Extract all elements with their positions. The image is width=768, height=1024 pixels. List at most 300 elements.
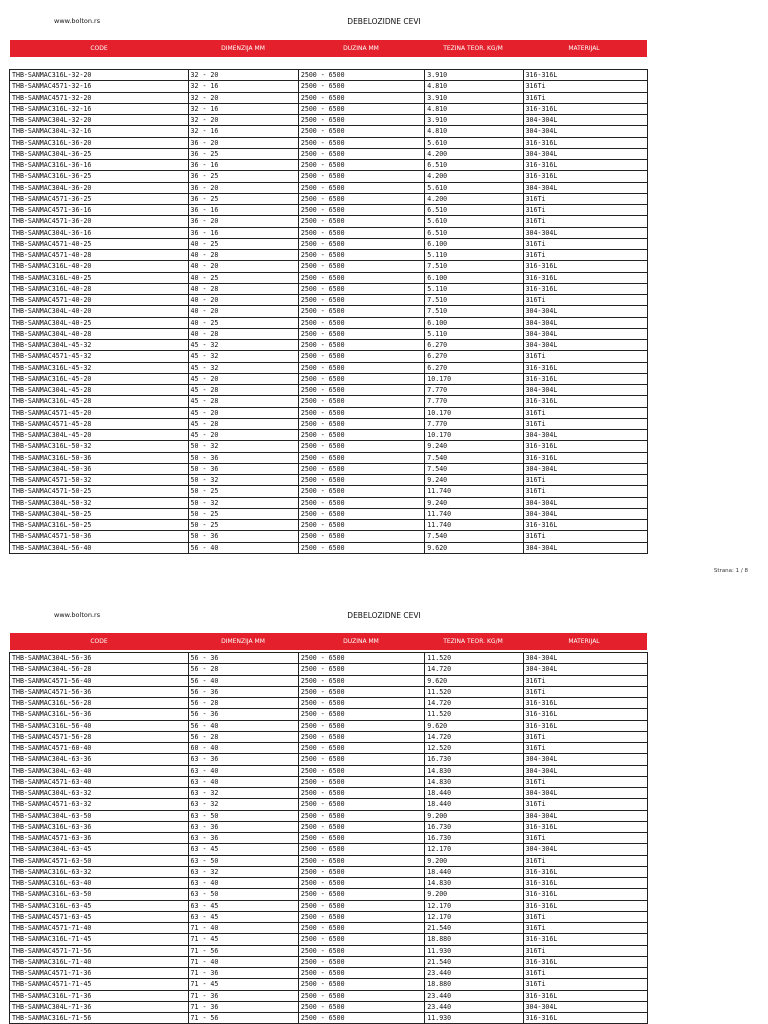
cell-length: 2500 - 6500 xyxy=(298,295,424,306)
cell-weight: 7.770 xyxy=(425,396,523,407)
cell-material: 316-316L xyxy=(523,990,647,1001)
table-row xyxy=(10,407,648,418)
header-length: DUZINA MM xyxy=(343,45,379,52)
table-header xyxy=(10,633,647,650)
cell-material: 316-316L xyxy=(523,520,647,531)
cell-code: THB-SANMAC304L-63-40 xyxy=(10,765,189,776)
cell-code: THB-SANMAC4571-71-45 xyxy=(10,979,189,990)
cell-dimension: 36 - 25 xyxy=(188,193,298,204)
cell-code: THB-SANMAC4571-50-36 xyxy=(10,531,189,542)
cell-material: 316-316L xyxy=(523,441,647,452)
cell-weight: 23.440 xyxy=(425,990,523,1001)
cell-material: 316Ti xyxy=(523,351,647,362)
cell-dimension: 45 - 20 xyxy=(188,407,298,418)
cell-code: THB-SANMAC316L-63-36 xyxy=(10,821,189,832)
cell-weight: 11.740 xyxy=(425,508,523,519)
cell-length: 2500 - 6500 xyxy=(298,261,424,272)
table-row xyxy=(10,664,648,675)
cell-weight: 4.810 xyxy=(425,103,523,114)
cell-dimension: 36 - 16 xyxy=(188,227,298,238)
cell-weight: 9.240 xyxy=(425,475,523,486)
cell-weight: 3.910 xyxy=(425,70,523,81)
cell-dimension: 71 - 40 xyxy=(188,923,298,934)
cell-code: THB-SANMAC316L-63-40 xyxy=(10,878,189,889)
cell-material: 316-316L xyxy=(523,70,647,81)
cell-code: THB-SANMAC4571-50-25 xyxy=(10,486,189,497)
cell-code: THB-SANMAC304L-45-28 xyxy=(10,385,189,396)
table-row xyxy=(10,92,648,103)
cell-material: 316-316L xyxy=(523,452,647,463)
cell-length: 2500 - 6500 xyxy=(298,70,424,81)
cell-code: THB-SANMAC304L-56-28 xyxy=(10,664,189,675)
cell-weight: 7.510 xyxy=(425,306,523,317)
table-row xyxy=(10,889,648,900)
cell-dimension: 56 - 36 xyxy=(188,653,298,664)
cell-length: 2500 - 6500 xyxy=(298,430,424,441)
cell-material: 316Ti xyxy=(523,475,647,486)
table-row xyxy=(10,463,648,474)
table-row xyxy=(10,990,648,1001)
cell-dimension: 56 - 28 xyxy=(188,664,298,675)
cell-weight: 6.100 xyxy=(425,272,523,283)
cell-code: THB-SANMAC304L-63-45 xyxy=(10,844,189,855)
cell-dimension: 50 - 36 xyxy=(188,463,298,474)
cell-material: 316Ti xyxy=(523,743,647,754)
cell-dimension: 40 - 25 xyxy=(188,317,298,328)
cell-material: 316Ti xyxy=(523,486,647,497)
cell-material: 304-304L xyxy=(523,340,647,351)
cell-length: 2500 - 6500 xyxy=(298,866,424,877)
cell-length: 2500 - 6500 xyxy=(298,115,424,126)
cell-material: 316-316L xyxy=(523,866,647,877)
cell-code: THB-SANMAC4571-71-36 xyxy=(10,968,189,979)
cell-dimension: 63 - 36 xyxy=(188,821,298,832)
cell-weight: 5.110 xyxy=(425,328,523,339)
cell-dimension: 40 - 28 xyxy=(188,328,298,339)
cell-code: THB-SANMAC4571-32-20 xyxy=(10,92,189,103)
cell-dimension: 40 - 20 xyxy=(188,261,298,272)
cell-length: 2500 - 6500 xyxy=(298,911,424,922)
table-row xyxy=(10,362,648,373)
cell-code: THB-SANMAC316L-40-20 xyxy=(10,261,189,272)
cell-length: 2500 - 6500 xyxy=(298,137,424,148)
cell-weight: 4.200 xyxy=(425,148,523,159)
cell-weight: 21.540 xyxy=(425,956,523,967)
cell-code: THB-SANMAC304L-71-36 xyxy=(10,1001,189,1012)
cell-dimension: 50 - 36 xyxy=(188,452,298,463)
cell-length: 2500 - 6500 xyxy=(298,709,424,720)
cell-code: THB-SANMAC316L-45-28 xyxy=(10,396,189,407)
table-row xyxy=(10,171,648,182)
table-row xyxy=(10,720,648,731)
header-dimension: DIMENZIJA MM xyxy=(221,45,265,52)
cell-material: 316Ti xyxy=(523,205,647,216)
cell-code: THB-SANMAC316L-45-20 xyxy=(10,373,189,384)
cell-material: 316Ti xyxy=(523,686,647,697)
table-row xyxy=(10,385,648,396)
cell-dimension: 71 - 36 xyxy=(188,968,298,979)
cell-length: 2500 - 6500 xyxy=(298,765,424,776)
site-url: www.bolton.rs xyxy=(54,611,101,619)
table-row xyxy=(10,731,648,742)
cell-dimension: 71 - 56 xyxy=(188,945,298,956)
cell-material: 316Ti xyxy=(523,776,647,787)
cell-material: 316-316L xyxy=(523,373,647,384)
cell-code: THB-SANMAC4571-71-56 xyxy=(10,945,189,956)
cell-code: THB-SANMAC4571-32-16 xyxy=(10,81,189,92)
table-row xyxy=(10,126,648,137)
cell-length: 2500 - 6500 xyxy=(298,675,424,686)
cell-length: 2500 - 6500 xyxy=(298,844,424,855)
table-row xyxy=(10,272,648,283)
table-row xyxy=(10,351,648,362)
table-row xyxy=(10,283,648,294)
cell-length: 2500 - 6500 xyxy=(298,833,424,844)
cell-length: 2500 - 6500 xyxy=(298,475,424,486)
cell-code: THB-SANMAC4571-63-32 xyxy=(10,799,189,810)
cell-material: 304-304L xyxy=(523,497,647,508)
cell-dimension: 40 - 25 xyxy=(188,272,298,283)
cell-dimension: 63 - 32 xyxy=(188,799,298,810)
cell-dimension: 36 - 20 xyxy=(188,216,298,227)
cell-weight: 9.200 xyxy=(425,889,523,900)
table-row xyxy=(10,1001,648,1012)
cell-length: 2500 - 6500 xyxy=(298,542,424,553)
cell-weight: 3.910 xyxy=(425,92,523,103)
table-row xyxy=(10,1013,648,1024)
table-row xyxy=(10,373,648,384)
table-row xyxy=(10,531,648,542)
table-row xyxy=(10,103,648,114)
cell-dimension: 71 - 56 xyxy=(188,1013,298,1024)
cell-code: THB-SANMAC304L-45-20 xyxy=(10,430,189,441)
cell-material: 316-316L xyxy=(523,362,647,373)
cell-weight: 11.740 xyxy=(425,486,523,497)
cell-length: 2500 - 6500 xyxy=(298,92,424,103)
cell-length: 2500 - 6500 xyxy=(298,160,424,171)
cell-weight: 14.720 xyxy=(425,664,523,675)
cell-dimension: 36 - 16 xyxy=(188,160,298,171)
table-row xyxy=(10,70,648,81)
cell-dimension: 40 - 20 xyxy=(188,295,298,306)
cell-weight: 11.520 xyxy=(425,653,523,664)
cell-weight: 18.440 xyxy=(425,799,523,810)
cell-material: 316-316L xyxy=(523,160,647,171)
cell-code: THB-SANMAC316L-56-28 xyxy=(10,698,189,709)
cell-material: 316Ti xyxy=(523,250,647,261)
page-number: Strana: 1 / 8 xyxy=(713,568,748,574)
table-row xyxy=(10,821,648,832)
cell-length: 2500 - 6500 xyxy=(298,878,424,889)
table-row xyxy=(10,675,648,686)
cell-length: 2500 - 6500 xyxy=(298,720,424,731)
cell-length: 2500 - 6500 xyxy=(298,889,424,900)
cell-dimension: 40 - 28 xyxy=(188,283,298,294)
cell-weight: 21.540 xyxy=(425,923,523,934)
cell-weight: 5.610 xyxy=(425,216,523,227)
table-row xyxy=(10,317,648,328)
table-row xyxy=(10,115,648,126)
cell-dimension: 63 - 40 xyxy=(188,878,298,889)
cell-material: 316Ti xyxy=(523,295,647,306)
cell-material: 316Ti xyxy=(523,418,647,429)
cell-material: 316-316L xyxy=(523,956,647,967)
cell-dimension: 36 - 25 xyxy=(188,148,298,159)
cell-code: THB-SANMAC4571-40-28 xyxy=(10,250,189,261)
cell-code: THB-SANMAC316L-40-28 xyxy=(10,283,189,294)
cell-weight: 4.810 xyxy=(425,81,523,92)
cell-weight: 16.730 xyxy=(425,833,523,844)
cell-weight: 7.510 xyxy=(425,261,523,272)
cell-weight: 18.880 xyxy=(425,979,523,990)
cell-weight: 23.440 xyxy=(425,968,523,979)
cell-weight: 11.930 xyxy=(425,945,523,956)
cell-material: 316Ti xyxy=(523,833,647,844)
cell-code: THB-SANMAC304L-50-25 xyxy=(10,508,189,519)
table-row xyxy=(10,810,648,821)
cell-code: THB-SANMAC304L-32-20 xyxy=(10,115,189,126)
cell-code: THB-SANMAC316L-71-56 xyxy=(10,1013,189,1024)
table-row xyxy=(10,945,648,956)
cell-code: THB-SANMAC304L-50-36 xyxy=(10,463,189,474)
cell-material: 304-304L xyxy=(523,126,647,137)
cell-length: 2500 - 6500 xyxy=(298,385,424,396)
cell-weight: 11.740 xyxy=(425,520,523,531)
cell-dimension: 36 - 25 xyxy=(188,171,298,182)
cell-dimension: 36 - 20 xyxy=(188,137,298,148)
cell-weight: 14.830 xyxy=(425,765,523,776)
cell-code: THB-SANMAC304L-36-20 xyxy=(10,182,189,193)
cell-code: THB-SANMAC316L-45-32 xyxy=(10,362,189,373)
header-code: CODE xyxy=(90,638,108,645)
table-row xyxy=(10,475,648,486)
cell-dimension: 50 - 32 xyxy=(188,441,298,452)
site-url: www.bolton.rs xyxy=(54,17,101,25)
cell-material: 304-304L xyxy=(523,227,647,238)
cell-dimension: 50 - 36 xyxy=(188,531,298,542)
cell-dimension: 63 - 45 xyxy=(188,911,298,922)
cell-dimension: 32 - 16 xyxy=(188,81,298,92)
cell-dimension: 71 - 36 xyxy=(188,1001,298,1012)
cell-length: 2500 - 6500 xyxy=(298,283,424,294)
cell-material: 316-316L xyxy=(523,272,647,283)
cell-material: 316Ti xyxy=(523,968,647,979)
cell-length: 2500 - 6500 xyxy=(298,531,424,542)
cell-length: 2500 - 6500 xyxy=(298,799,424,810)
cell-weight: 9.240 xyxy=(425,497,523,508)
cell-material: 316Ti xyxy=(523,731,647,742)
cell-weight: 6.510 xyxy=(425,205,523,216)
cell-dimension: 63 - 50 xyxy=(188,810,298,821)
table-row xyxy=(10,497,648,508)
cell-weight: 16.730 xyxy=(425,754,523,765)
cell-dimension: 56 - 40 xyxy=(188,542,298,553)
cell-weight: 18.880 xyxy=(425,934,523,945)
cell-dimension: 45 - 32 xyxy=(188,340,298,351)
cell-weight: 18.440 xyxy=(425,788,523,799)
cell-code: THB-SANMAC316L-56-40 xyxy=(10,720,189,731)
cell-dimension: 32 - 20 xyxy=(188,115,298,126)
cell-weight: 11.930 xyxy=(425,1013,523,1024)
cell-material: 316Ti xyxy=(523,193,647,204)
table-row xyxy=(10,911,648,922)
document-title: DEBELOZIDNE CEVI xyxy=(347,611,421,620)
cell-code: THB-SANMAC316L-71-45 xyxy=(10,934,189,945)
cell-weight: 12.170 xyxy=(425,900,523,911)
cell-weight: 18.440 xyxy=(425,866,523,877)
cell-code: THB-SANMAC4571-40-20 xyxy=(10,295,189,306)
cell-material: 316-316L xyxy=(523,1013,647,1024)
table-row xyxy=(10,340,648,351)
cell-dimension: 56 - 28 xyxy=(188,698,298,709)
cell-code: THB-SANMAC316L-50-36 xyxy=(10,452,189,463)
cell-dimension: 56 - 36 xyxy=(188,686,298,697)
cell-code: THB-SANMAC316L-63-45 xyxy=(10,900,189,911)
cell-code: THB-SANMAC316L-56-36 xyxy=(10,709,189,720)
cell-weight: 6.100 xyxy=(425,317,523,328)
cell-material: 316-316L xyxy=(523,103,647,114)
cell-dimension: 63 - 36 xyxy=(188,754,298,765)
table-row xyxy=(10,934,648,945)
cell-weight: 4.200 xyxy=(425,171,523,182)
cell-material: 316Ti xyxy=(523,911,647,922)
cell-weight: 5.610 xyxy=(425,182,523,193)
table-row xyxy=(10,866,648,877)
cell-length: 2500 - 6500 xyxy=(298,934,424,945)
document-title: DEBELOZIDNE CEVI xyxy=(347,17,421,26)
cell-material: 304-304L xyxy=(523,463,647,474)
cell-material: 304-304L xyxy=(523,754,647,765)
cell-code: THB-SANMAC4571-71-40 xyxy=(10,923,189,934)
cell-weight: 3.910 xyxy=(425,115,523,126)
table-row xyxy=(10,452,648,463)
cell-length: 2500 - 6500 xyxy=(298,788,424,799)
cell-length: 2500 - 6500 xyxy=(298,821,424,832)
cell-weight: 7.770 xyxy=(425,418,523,429)
cell-dimension: 50 - 32 xyxy=(188,475,298,486)
cell-dimension: 63 - 40 xyxy=(188,765,298,776)
cell-material: 316-316L xyxy=(523,878,647,889)
cell-length: 2500 - 6500 xyxy=(298,317,424,328)
cell-length: 2500 - 6500 xyxy=(298,148,424,159)
table-row xyxy=(10,776,648,787)
cell-dimension: 40 - 25 xyxy=(188,238,298,249)
cell-dimension: 56 - 40 xyxy=(188,675,298,686)
table-row xyxy=(10,968,648,979)
cell-length: 2500 - 6500 xyxy=(298,743,424,754)
table-row xyxy=(10,295,648,306)
cell-dimension: 45 - 28 xyxy=(188,396,298,407)
cell-weight: 5.110 xyxy=(425,283,523,294)
cell-code: THB-SANMAC316L-50-32 xyxy=(10,441,189,452)
cell-length: 2500 - 6500 xyxy=(298,686,424,697)
cell-length: 2500 - 6500 xyxy=(298,508,424,519)
cell-material: 316-316L xyxy=(523,171,647,182)
cell-dimension: 45 - 20 xyxy=(188,373,298,384)
cell-length: 2500 - 6500 xyxy=(298,306,424,317)
table-row xyxy=(10,418,648,429)
cell-weight: 7.540 xyxy=(425,531,523,542)
cell-code: THB-SANMAC304L-40-20 xyxy=(10,306,189,317)
cell-dimension: 45 - 32 xyxy=(188,362,298,373)
table-row xyxy=(10,979,648,990)
cell-weight: 7.770 xyxy=(425,385,523,396)
table-row xyxy=(10,686,648,697)
cell-material: 316Ti xyxy=(523,945,647,956)
cell-code: THB-SANMAC304L-40-25 xyxy=(10,317,189,328)
cell-material: 316-316L xyxy=(523,396,647,407)
cell-material: 304-304L xyxy=(523,508,647,519)
cell-material: 316Ti xyxy=(523,799,647,810)
product-table xyxy=(9,652,648,1024)
cell-code: THB-SANMAC316L-71-36 xyxy=(10,990,189,1001)
table-row xyxy=(10,788,648,799)
cell-dimension: 56 - 36 xyxy=(188,709,298,720)
table-row xyxy=(10,653,648,664)
table-row xyxy=(10,923,648,934)
cell-dimension: 71 - 36 xyxy=(188,990,298,1001)
cell-dimension: 50 - 25 xyxy=(188,508,298,519)
cell-material: 304-304L xyxy=(523,844,647,855)
cell-material: 304-304L xyxy=(523,385,647,396)
cell-weight: 9.620 xyxy=(425,720,523,731)
table-row xyxy=(10,508,648,519)
cell-length: 2500 - 6500 xyxy=(298,272,424,283)
cell-weight: 9.200 xyxy=(425,855,523,866)
cell-code: THB-SANMAC4571-45-32 xyxy=(10,351,189,362)
cell-length: 2500 - 6500 xyxy=(298,418,424,429)
cell-dimension: 63 - 40 xyxy=(188,776,298,787)
table-row xyxy=(10,743,648,754)
cell-material: 316-316L xyxy=(523,720,647,731)
cell-dimension: 71 - 45 xyxy=(188,979,298,990)
header-code: CODE xyxy=(90,45,108,52)
cell-weight: 7.540 xyxy=(425,463,523,474)
cell-code: THB-SANMAC4571-56-36 xyxy=(10,686,189,697)
cell-material: 304-304L xyxy=(523,306,647,317)
cell-code: THB-SANMAC4571-50-32 xyxy=(10,475,189,486)
cell-weight: 7.510 xyxy=(425,295,523,306)
cell-length: 2500 - 6500 xyxy=(298,362,424,373)
cell-code: THB-SANMAC304L-56-36 xyxy=(10,653,189,664)
cell-weight: 7.540 xyxy=(425,452,523,463)
cell-length: 2500 - 6500 xyxy=(298,810,424,821)
cell-code: THB-SANMAC316L-63-32 xyxy=(10,866,189,877)
cell-material: 316-316L xyxy=(523,137,647,148)
table-row xyxy=(10,250,648,261)
cell-weight: 9.620 xyxy=(425,542,523,553)
cell-material: 316Ti xyxy=(523,923,647,934)
cell-dimension: 45 - 20 xyxy=(188,430,298,441)
cell-material: 304-304L xyxy=(523,115,647,126)
cell-dimension: 71 - 40 xyxy=(188,956,298,967)
cell-length: 2500 - 6500 xyxy=(298,126,424,137)
cell-weight: 6.510 xyxy=(425,160,523,171)
cell-material: 316-316L xyxy=(523,821,647,832)
table-row xyxy=(10,160,648,171)
cell-length: 2500 - 6500 xyxy=(298,923,424,934)
cell-length: 2500 - 6500 xyxy=(298,396,424,407)
cell-material: 316Ti xyxy=(523,531,647,542)
cell-code: THB-SANMAC304L-36-25 xyxy=(10,148,189,159)
cell-material: 316-316L xyxy=(523,900,647,911)
cell-material: 304-304L xyxy=(523,542,647,553)
cell-length: 2500 - 6500 xyxy=(298,328,424,339)
cell-length: 2500 - 6500 xyxy=(298,520,424,531)
cell-length: 2500 - 6500 xyxy=(298,497,424,508)
cell-length: 2500 - 6500 xyxy=(298,407,424,418)
table-row xyxy=(10,855,648,866)
